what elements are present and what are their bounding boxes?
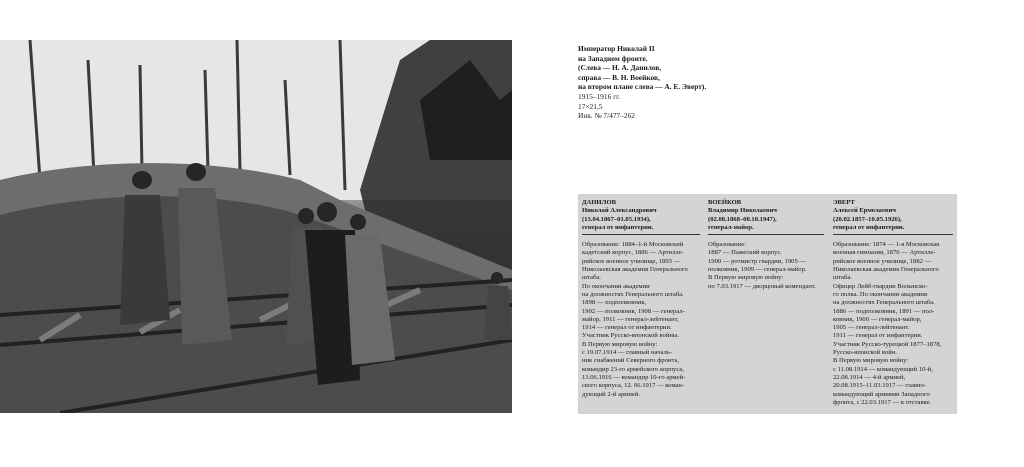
bio-line: 1905 — генерал-лейтенант. <box>833 324 910 332</box>
bio-header-line: генерал от инфантерии. <box>582 223 654 231</box>
bio-line: Русско-японской войн. <box>833 349 897 357</box>
bio-line: 1911 — генерал от инфантерии. <box>833 332 923 340</box>
bio-line: военная гимназия, 1876 — Артилле- <box>833 249 936 257</box>
bio-line: 1898 — подполковник, <box>582 299 647 307</box>
bio-evert <box>833 199 953 407</box>
bio-line: Николаевская академия Генерального <box>833 266 939 274</box>
bio-header-line: Владимир Николаевич <box>708 207 777 215</box>
bio-line: рийское военное училище, 1882 — <box>833 257 932 265</box>
bio-line: полковник, 1909 — генерал-майор. <box>708 266 807 274</box>
photo-caption <box>578 44 908 121</box>
bio-line: дующий 2-й армией. <box>582 390 640 398</box>
bio-line: с 11.08.1914 — командующий 10-й, <box>833 365 933 373</box>
bio-header <box>833 199 953 235</box>
bio-header <box>708 199 824 235</box>
bio-line: фронта, с 22.03.1917 — в отставке. <box>833 398 932 406</box>
bio-line: командующий армиями Западного <box>833 390 930 398</box>
bio-line: 1902 — полковник, 1908 — генерал- <box>582 307 685 315</box>
bio-header-line: Николай Александрович <box>582 207 657 215</box>
photo-illustration <box>0 40 512 413</box>
bio-line: По окончании академии <box>582 282 650 290</box>
caption-title-line: справа — В. Н. Воейков, <box>578 72 660 82</box>
bio-line: ского корпуса, 12. 06.1917 — коман- <box>582 382 685 390</box>
bio-line: Образование: 1884–1-й Московский <box>582 241 684 249</box>
bio-line: В Первую мировую войну: <box>833 357 909 365</box>
bio-surname: ЭВЕРТ <box>833 199 855 206</box>
bio-line: 22.08.1914 — 4-й армией, <box>833 373 906 381</box>
caption-date: 1915–1916 гг. <box>578 91 621 101</box>
bio-header <box>582 199 700 235</box>
archival-photo <box>0 40 512 413</box>
bio-line: го полка. По окончании академии <box>833 290 928 298</box>
bio-body <box>833 241 953 407</box>
bio-header-line: (02.08.1868–08.10.1947), <box>708 215 777 223</box>
bio-line: Образование: 1874 — 1-я Московская <box>833 241 940 249</box>
bio-line: с 19.07.1914 — главный началь- <box>582 349 672 357</box>
bio-line: 1886 — подполковник, 1891 — пол- <box>833 307 935 315</box>
bio-line: 13.06.1916 — командир 10-го армей- <box>582 373 686 381</box>
bio-line: ковник, 1900 — генерал-майор, <box>833 315 922 323</box>
bio-header-line: Алексей Ермолаевич <box>833 207 896 215</box>
bio-line: В Первую мировую войну: <box>708 274 784 282</box>
caption-title-line: Император Николай II <box>578 44 655 53</box>
bio-line: майор, 1911 — генерал-лейтенант, <box>582 315 679 323</box>
bio-line: Образование: <box>708 241 746 249</box>
caption-title-line: на Западном фронте. <box>578 53 648 63</box>
caption-size: 17×21,5 <box>578 101 603 111</box>
caption-title-line: на втором плане слева — А. Е. Эверт). <box>578 82 707 92</box>
bio-line: Офицер Лейб-гвардии Волынско- <box>833 282 928 290</box>
bio-line: 1914 — генерал от инфантерии. <box>582 324 672 332</box>
bio-danilov <box>582 199 700 399</box>
bio-header-line: генерал-майор. <box>708 223 754 231</box>
bio-line: по 7.03.1917 — дворцовый комендант. <box>708 282 816 290</box>
bio-surname: ДАНИЛОВ <box>582 199 616 206</box>
bio-line: 1900 — ротмистр гвардии, 1905 — <box>708 257 807 265</box>
bio-line: В Первую мировую войну: <box>582 340 658 348</box>
bio-line: 1887 — Пажеский корпус. <box>708 249 783 257</box>
bio-line: штаба. <box>833 274 852 282</box>
bio-header-line: (20.02.1857–10.05.1926), <box>833 215 902 223</box>
bio-line: кадетский корпус, 1886 — Артилле- <box>582 249 684 257</box>
bio-body <box>708 241 824 291</box>
bio-voeikov <box>708 199 824 291</box>
bio-line: Николаевская академия Генерального <box>582 266 688 274</box>
bio-line: ник снабжений Северного фронта, <box>582 357 680 365</box>
caption-title-line: (Слева — Н. А. Данилов, <box>578 63 662 73</box>
bio-line: на должностях Генерального штаба. <box>833 299 935 307</box>
bio-header-line: генерал от инфантерии. <box>833 223 905 231</box>
bio-line: командир 23-го армейского корпуса, <box>582 365 684 373</box>
bio-line: штаба. <box>582 274 601 282</box>
bio-surname: ВОЕЙКОВ <box>708 199 742 206</box>
bio-line: 20.08.1915–11.03.1917 — главно- <box>833 382 927 390</box>
bio-line: Участник Русско-турецкой 1877–1878, <box>833 340 942 348</box>
bio-header-line: (13.04.1867–01.05.1934), <box>582 215 651 223</box>
bio-line: на должностях Генерального штаба. <box>582 290 684 298</box>
biographies-panel <box>578 194 957 414</box>
bio-body <box>582 241 700 399</box>
bio-line: Участник Русско-японской войны. <box>582 332 679 340</box>
caption-inventory: Инв. № 7/477–262 <box>578 111 635 121</box>
bio-line: рийское военное училище, 1893 — <box>582 257 681 265</box>
